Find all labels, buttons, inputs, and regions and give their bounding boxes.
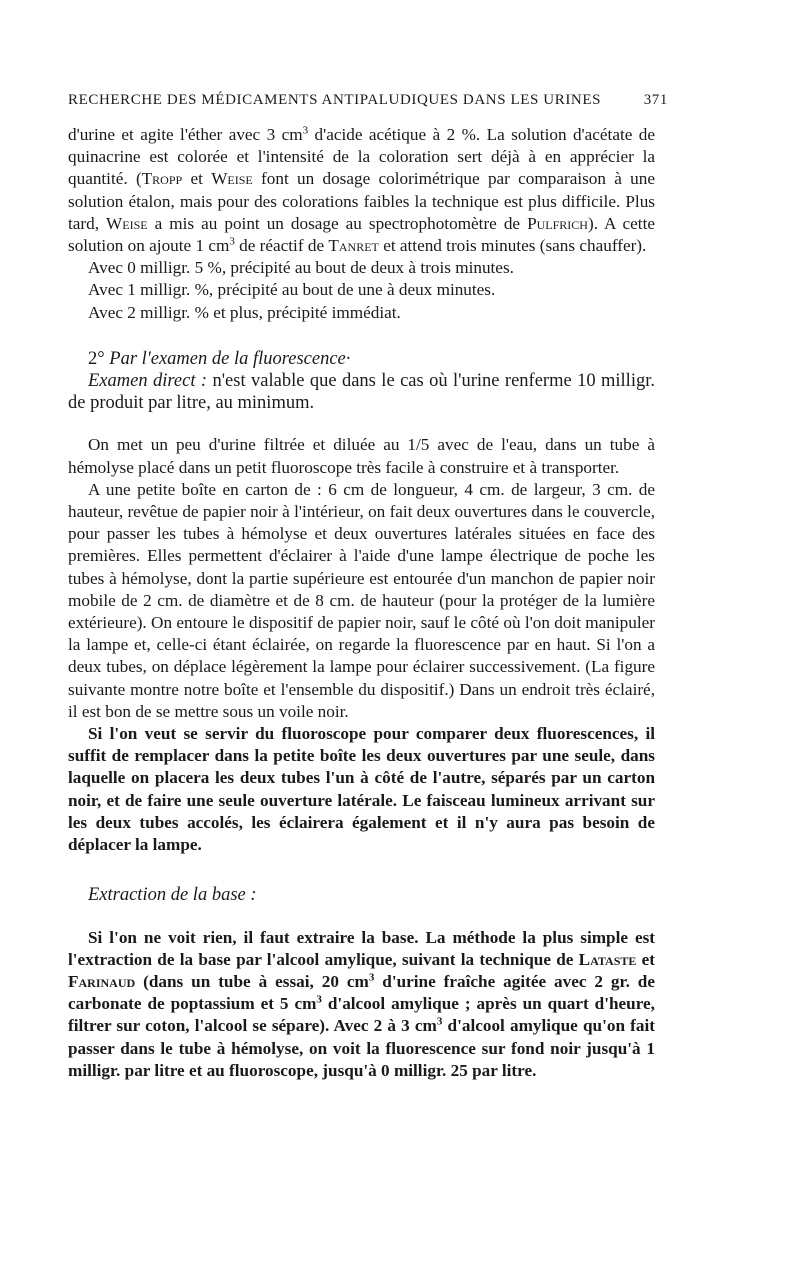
paragraph-extraction: Si l'on ne voit rien, il faut extraire la base. La méthode la plus simple est l'extraction de la base par l'alcool amylique, suivant la technique de Lataste et Farinaud (dans un tube à essai, 20 $cm^3$ d'urine fraîche agitée avec 2 gr. de carbonate de poptassium et 5 $cm^3$ d'alcool amylique ; après un quart d'heure, filtrer sur coton, l'alcool se sépare). Avec 2 à 3 $cm^3$ d'alcool amylique qu'on fait passer dans le tube à hémolyse, on voit la fluorescence sur fond noir jusqu'à 1 milligr. par litre et au fluoroscope, jusqu'à 0 milligr. 25 par litre. — [68, 927, 655, 1080]
list-item: Avec 0 milligr. 5 %, précipité au bout de deux à trois minutes. — [88, 258, 514, 278]
running-header — [68, 92, 668, 109]
author-name: Pulfrich — [527, 213, 588, 233]
paragraph-dosage: d'urine et agite l'éther avec 3 $cm^3$ d'acide acétique à 2 %. La solution d'acétate de quinacrine est colorée et l'intensité de la coloration sert déjà à en apprécier la quantité. (Tropp et Weise font un dosage colorimétrique par comparaison à une solution étalon, mais pour des colorations faibles la technique est plus difficile. Plus tard, Weise a mis au point un dosage au spectrophotomètre de Pulfrich). A cette solution on ajoute 1 $cm^3$ de réactif de Tanret et attend trois minutes (sans chauffer). — [68, 124, 655, 256]
section-heading-extraction: Extraction de la base : — [88, 885, 257, 906]
section-heading-fluorescence: 2° Par l'examen de la fluorescence· — [88, 348, 351, 369]
author-name: Lataste — [578, 949, 637, 969]
author-name: Farinaud — [68, 971, 136, 991]
paragraph-comparison: Si l'on veut se servir du fluoroscope pour comparer deux fluorescences, il suffit de remplacer dans la petite boîte les deux ouvertures par une seule, dans laquelle on placera les deux tubes l'un à côté de l'autre, séparés par un carton noir, et de faire une seule ouverture latérale. Le faisceau lumineux arrivant sur les deux tubes accolés, les éclairera également et il n'y aura pas besoin de déplacer la lampe. — [68, 724, 655, 855]
list-item: Avec 2 milligr. % et plus, précipité immédiat. — [88, 302, 401, 322]
author-name: Tanret — [328, 236, 379, 256]
paragraph-dilution: On met un peu d'urine filtrée et diluée au 1/5 avec de l'eau, dans un tube à hémolyse placé dans un petit fluoroscope très facile à construire et à transporter. — [68, 435, 655, 477]
page-number: 371 — [643, 92, 668, 108]
paragraph-examen-direct: Examen direct : n'est valable que dans le cas où l'urine renferme 10 milligr. de produit par litre, au minimum. — [68, 371, 655, 414]
running-title: RECHERCHE DES MÉDICAMENTS ANTIPALUDIQUES DANS LES URINES — [68, 92, 602, 108]
list-item: Avec 1 milligr. %, précipité au bout de une à deux minutes. — [88, 280, 496, 300]
body-text — [68, 124, 655, 1082]
author-name: Weise — [106, 213, 148, 233]
paragraph-fluoroscope-box: A une petite boîte en carton de : 6 cm de longueur, 4 cm. de largeur, 3 cm. de hauteur, revêtue de papier noir à l'intérieur, on fait deux ouvertures dans le couvercle, pour passer les tubes à hémolyse et deux ouvertures latérales situées en face des premières. Elles permettent d'éclairer à l'aide d'une lampe électrique de poche les tubes à hémolyse, dont la partie supérieure est entourée d'un manchon de papier noir mobile de 2 cm. de diamètre et de 8 cm. de hauteur (pour la protéger de la lumière extérieure). On entoure le dispositif de papier noir, sauf le côté où l'on doit manipuler la lampe et, celle-ci étant éclairée, on regarde la fluorescence par en haut. Si l'on a deux tubes, on déplace légèrement la lampe pour éclairer successivement. (La figure suivante montre notre boîte et l'ensemble du dispositif.) Dans un endroit très éclairé, il est bon de se mettre sous un voile noir. — [68, 479, 655, 721]
author-name: Tropp — [141, 169, 183, 189]
author-name: Weise — [211, 169, 253, 189]
